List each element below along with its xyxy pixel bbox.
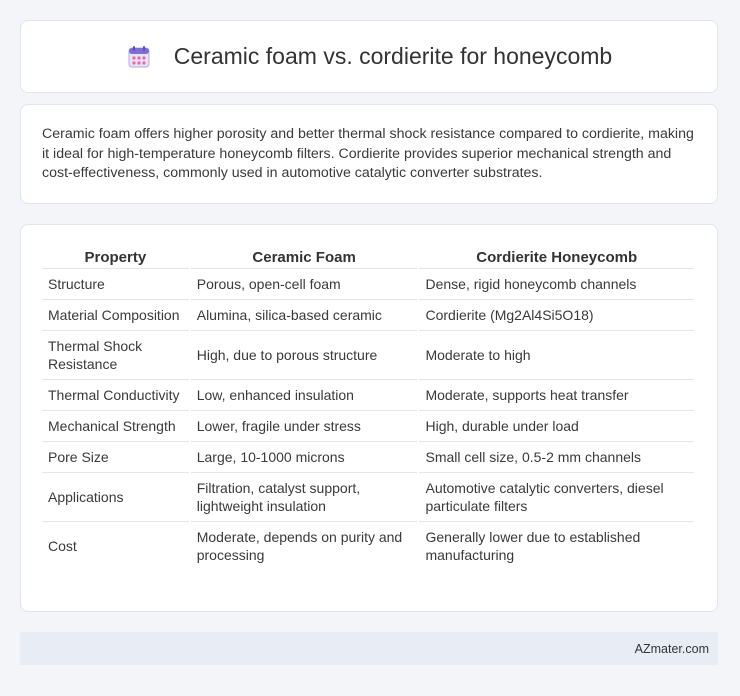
property-cell: Cost xyxy=(48,538,77,554)
table-row xyxy=(42,380,694,411)
footer-brand[interactable]: AZmater.com xyxy=(634,641,709,656)
ceramic-foam-cell: Alumina, silica-based ceramic xyxy=(191,300,418,331)
ceramic-foam-cell: Large, 10-1000 microns xyxy=(191,442,418,473)
property-cell: Material Composition xyxy=(42,300,189,331)
cordierite-cell: Generally lower due to established manufacturing xyxy=(425,529,641,563)
ceramic-foam-cell: Porous, open-cell foam xyxy=(191,269,418,300)
ceramic-foam-cell: Low, enhanced insulation xyxy=(191,380,418,411)
property-cell: Thermal Shock Resistance xyxy=(42,331,189,380)
cordierite-cell: High, durable under load xyxy=(419,411,694,442)
page-title: Ceramic foam vs. cordierite for honeycomb xyxy=(173,43,613,69)
table-row xyxy=(42,331,694,380)
footer xyxy=(20,632,718,665)
cordierite-cell: Moderate, supports heat transfer xyxy=(419,380,694,411)
table-row xyxy=(42,300,694,331)
table-row xyxy=(42,442,694,473)
cordierite-cell: Moderate to high xyxy=(419,331,694,380)
header-ceramic-foam: Ceramic Foam xyxy=(191,247,418,269)
header-cordierite: Cordierite Honeycomb xyxy=(419,247,694,269)
property-cell: Structure xyxy=(42,269,189,300)
cordierite-cell: Small cell size, 0.5-2 mm channels xyxy=(419,442,694,473)
title-card xyxy=(20,20,718,93)
property-cell: Applications xyxy=(42,473,189,522)
table-header-row xyxy=(42,247,694,269)
cordierite-cell: Dense, rigid honeycomb channels xyxy=(419,269,694,300)
cordierite-cell: Automotive catalytic converters, diesel particulate filters xyxy=(419,473,694,522)
table-row xyxy=(42,411,694,442)
table-row xyxy=(42,473,694,522)
header-property: Property xyxy=(42,247,189,269)
cordierite-cell: Cordierite (Mg2Al4Si5O18) xyxy=(419,300,694,331)
property-cell: Pore Size xyxy=(42,442,189,473)
table-row xyxy=(42,522,694,570)
comparison-table xyxy=(40,247,696,570)
intro-text: Ceramic foam offers higher porosity and better thermal shock resistance compared to cordierite, making it ideal for high-temperature honeycomb filters. Cordierite provides superior mechanical strength and cost-effectiveness, commonly used in automotive catalytic converter substrates. xyxy=(42,126,694,181)
ceramic-foam-cell: Filtration, catalyst support, lightweight insulation xyxy=(191,473,418,522)
property-cell: Thermal Conductivity xyxy=(42,380,189,411)
ceramic-foam-cell: Lower, fragile under stress xyxy=(191,411,418,442)
calendar-icon xyxy=(126,44,152,70)
table-row xyxy=(42,269,694,300)
intro-card xyxy=(20,104,718,204)
property-cell: Mechanical Strength xyxy=(42,411,189,442)
ceramic-foam-cell: High, due to porous structure xyxy=(191,331,418,380)
ceramic-foam-cell: Moderate, depends on purity and processing xyxy=(196,529,403,563)
comparison-card xyxy=(20,224,718,612)
